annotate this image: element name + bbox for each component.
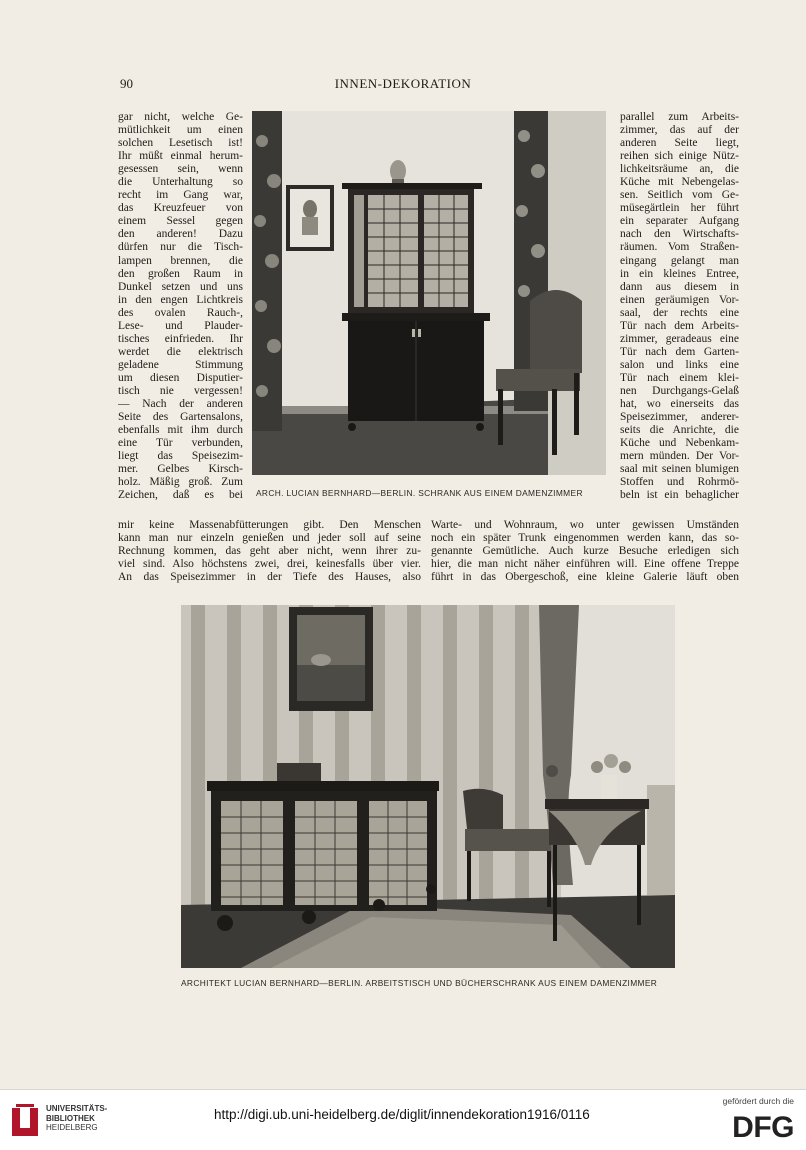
text-line: ein separater Aufgang (620, 215, 739, 228)
text-line: parallel zum Arbeits- (620, 111, 739, 123)
text-line: solchen Lesetisch ist! (118, 137, 243, 150)
text-line: kann man nur einzeln genießen und jeder soll auf seine (118, 532, 421, 545)
text-line: Tür nach einem klei- (620, 371, 739, 384)
text-line: räumen. Vom Straßen- (620, 241, 739, 254)
text-line: genannte Gemütliche. Auch kurze Besuche erledigen sich (431, 545, 739, 558)
text-line: einen geräumigen Vor- (620, 293, 739, 306)
text-line: nach den Wirtschafts- (620, 228, 739, 241)
text-line: Dunkel setzen und uns (118, 280, 243, 293)
text-line: recht im Gang war, (118, 189, 243, 202)
text-line: Seite des Gartensalons, (118, 411, 243, 424)
text-line: dürfen nur die Tisch- (118, 241, 243, 254)
source-url-link[interactable]: http://digi.ub.uni-heidelberg.de/diglit/innendekoration1916/0116 (214, 1107, 590, 1122)
text-line: geladene Stimmung (118, 358, 243, 371)
library-name (46, 1104, 107, 1133)
text-paragraph-bottom-left (118, 519, 421, 584)
text-line: Ihr müßt einmal herum- (118, 150, 243, 163)
text-line: holz. Mäßig groß. Zum (118, 476, 243, 489)
text-line: lichkeitsräume an, die (620, 163, 739, 176)
library-name-line2: BIBLIOTHEK (46, 1113, 95, 1123)
text-line: sen. Seitlich vom Ge- (620, 189, 739, 202)
text-column-right (620, 111, 739, 502)
text-line: tisches einfrieden. Ihr (118, 332, 243, 345)
text-line: hat, wo einerseits das (620, 398, 739, 411)
text-line: Speisezimmer, anderer- (620, 411, 739, 424)
text-line: Lese- und Plauder- (118, 319, 243, 332)
text-line: ebenfalls mit ihm durch (118, 424, 243, 437)
text-line: den anderen! Dazu (118, 228, 243, 241)
text-line: Küche mit Nebengelas- (620, 176, 739, 189)
text-line: Tür nach dem Garten- (620, 345, 739, 358)
text-line: mer. Gelbes Kirsch- (118, 463, 243, 476)
text-line: An das Speisezimmer in der Tiefe des Hauses, also (118, 571, 421, 584)
text-line: anderen Seite liegt, (620, 137, 739, 150)
text-line: des ovalen Rauch-, (118, 306, 243, 319)
text-line: das Kreuzfeuer von (118, 202, 243, 215)
text-line: viel sind. Also höchstens zwei, drei, keinesfalls über vier. (118, 558, 421, 571)
text-line: Warte- und Wohnraum, wo unter gewissen Umständen (431, 519, 739, 531)
text-line: — Nach der anderen (118, 398, 243, 411)
text-line: Stoffen und Rohrmö- (620, 476, 739, 489)
text-paragraph-bottom-right (431, 519, 739, 584)
text-line: einem Sessel gegen (118, 215, 243, 228)
text-column-left (118, 111, 243, 502)
text-line: werdet die elektrisch (118, 345, 243, 358)
text-line: Zeichen, daß es bei (118, 489, 243, 502)
photo-caption-top: ARCH. LUCIAN BERNHARD—BERLIN. SCHRANK AUS EINEM DAMENZIMMER (256, 488, 583, 498)
photo-caption-bottom: ARCHITEKT LUCIAN BERNHARD—BERLIN. ARBEITSTISCH UND BÜCHERSCHRANK AUS EINEM DAMENZIMMER (181, 978, 658, 988)
funding-label: gefördert durch die (722, 1096, 794, 1106)
text-line: in ein kleines Entree, (620, 267, 739, 280)
text-line: führt in das Obergeschoß, eine kleine Galerie läuft oben (431, 571, 739, 584)
photo-cabinet-ladies-room (252, 111, 606, 475)
dfg-logo: DFG (732, 1111, 794, 1144)
text-line: beln ist ein behaglicher (620, 489, 739, 502)
footer-bar (0, 1089, 806, 1150)
text-line: Rechnung kommen, das geht aber nicht, wenn ihrer zu- (118, 545, 421, 558)
library-name-line3: HEIDELBERG (46, 1123, 98, 1132)
page-number: 90 (120, 76, 133, 91)
text-line: tisch nie vergessen! (118, 384, 243, 397)
text-line: dann aus diesem in (620, 280, 739, 293)
text-line: zimmer, geradeaus eine (620, 332, 739, 345)
text-line: gar nicht, welche Ge- (118, 111, 243, 123)
text-line: die Unterhaltung so (118, 176, 243, 189)
text-line: den großen Raum in (118, 267, 243, 280)
text-line: eine Tür verbunden, (118, 437, 243, 450)
university-library-logo-icon (8, 1100, 42, 1140)
text-line: nen Durchgangs-Gelaß (620, 384, 739, 397)
running-head: INNEN-DEKORATION (334, 76, 472, 91)
text-line: lampen brennen, die (118, 254, 243, 267)
text-line: seits die Anrichte, die (620, 424, 739, 437)
text-line: reihen sich einige Nütz- (620, 150, 739, 163)
text-line: salon und links eine (620, 358, 739, 371)
text-line: müsegärtlein her führt (620, 202, 739, 215)
text-line: hier, die man nicht näher einführen will. Eine offene Treppe (431, 558, 739, 571)
text-line: liegt das Speisezim- (118, 450, 243, 463)
text-line: mir keine Massenabfütterungen gibt. Den Menschen (118, 519, 421, 531)
text-line: zimmer, das auf der (620, 124, 739, 137)
text-line: saal mit seinen blumigen (620, 463, 739, 476)
library-name-line1: UNIVERSITÄTS- (46, 1104, 108, 1113)
text-line: mütlichkeit um einen (118, 124, 243, 137)
text-line: in den engen Lichtkreis (118, 293, 243, 306)
text-line: saal, der rechts eine (620, 306, 739, 319)
text-line: Küche und Nebenkam- (620, 437, 739, 450)
text-line: gesessen sein, wenn (118, 163, 243, 176)
text-line: mern münden. Der Vor- (620, 450, 739, 463)
text-line: um diesen Disputier- (118, 371, 243, 384)
text-line: eingang gelangt man (620, 254, 739, 267)
text-line: Tür nach dem Arbeits- (620, 319, 739, 332)
photo-worktable-bookcase (181, 605, 675, 968)
text-line: noch ein später Trunk eingenommen werden kann, das so- (431, 532, 739, 545)
